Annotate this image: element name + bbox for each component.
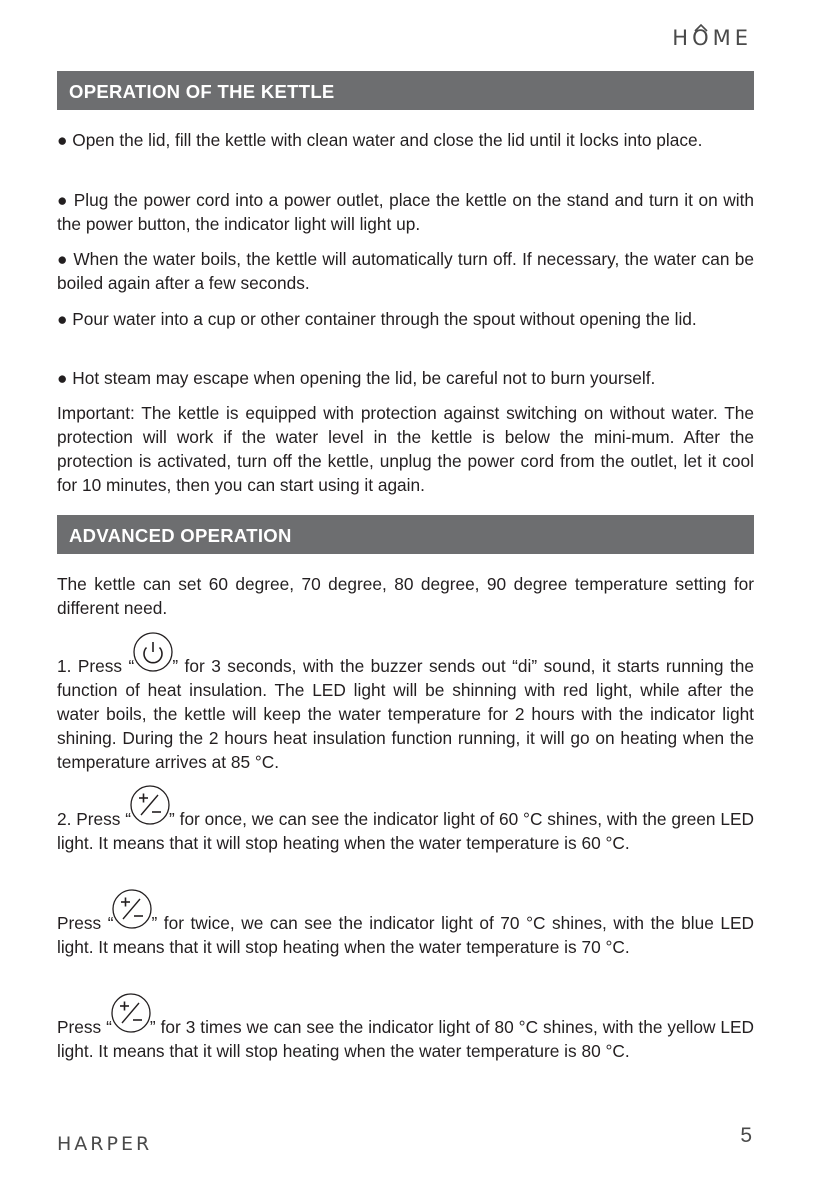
step-text: ” for twice, we can see the indicator light of 70 °C shines, with the blue LED light. It means that it will stop heating when the water temperature is 70 °C.	[57, 913, 754, 957]
section-header-advanced: ADVANCED OPERATION	[57, 515, 754, 554]
bullet-plug-cord: ● Plug the power cord into a power outlet, place the kettle on the stand and turn it on with the power button, the indicator light will light up.	[57, 190, 754, 234]
plus-minus-icon	[112, 1013, 150, 1033]
bullet-text: When the water boils, the kettle will automatically turn off. If necessary, the water can be boiled again after a few seconds.	[57, 249, 754, 293]
home-logo: HO ME	[672, 26, 752, 50]
plus-minus-icon	[113, 909, 151, 929]
page-number: 5	[740, 1124, 752, 1147]
step-1	[57, 652, 754, 774]
important-note: Important: The kettle is equipped with protection against switching on without water. The protection will work if the water level in the kettle is below the mini-mum. After the protection is activated, turn off the kettle, unplug the power cord from the outlet, let it cool for 10 minutes, then you can start using it again.	[57, 403, 754, 495]
plus-minus-icon	[131, 805, 169, 825]
step-text: ” for 3 seconds, with the buzzer sends out “di” sound, it starts running the function of heat insulation. The LED light will be shinning with red light, while after the water boils, the kettle will keep the water temperature for 2 hours with the indicator light shining. During the 2 hours heat insulation function running, it will go on heating when the temperature arrives at 85 °C.	[57, 656, 754, 772]
advanced-intro: The kettle can set 60 degree, 70 degree, 80 degree, 90 degree temperature setting for different need.	[57, 574, 754, 618]
bullet-text: Hot steam may escape when opening the lid, be careful not to burn yourself.	[72, 368, 656, 388]
power-icon	[134, 652, 172, 672]
bullet-text: Plug the power cord into a power outlet, place the kettle on the stand and turn it on with the power button, the indicator light will light up.	[57, 190, 754, 234]
bullet-auto-off: ● When the water boils, the kettle will automatically turn off. If necessary, the water can be boiled again after a few seconds.	[57, 249, 754, 293]
bullet-text: Pour water into a cup or other container through the spout without opening the lid.	[72, 309, 697, 329]
harper-logo: HARPER	[57, 1133, 153, 1155]
step-3	[57, 909, 754, 959]
step-4	[57, 1013, 754, 1063]
step-text: ” for 3 times we can see the indicator light of 80 °C shines, with the yellow LED light. It means that it will stop heating when the water temperature is 80 °C.	[57, 1017, 754, 1061]
step-prefix: 1. Press “	[57, 656, 135, 676]
step-prefix: Press “	[57, 913, 114, 933]
section-header-operation: OPERATION OF THE KETTLE	[57, 71, 754, 110]
step-2	[57, 805, 754, 855]
step-text: ” for once, we can see the indicator light of 60 °C shines, with the green LED light. It means that it will stop heating when the water temperature is 60 °C.	[57, 809, 754, 853]
step-prefix: Press “	[57, 1017, 112, 1037]
step-prefix: 2. Press “	[57, 809, 132, 829]
bullet-pour-water: ● Pour water into a cup or other container through the spout without opening the lid.	[57, 309, 697, 329]
bullet-text: Open the lid, fill the kettle with clean water and close the lid until it locks into place.	[72, 130, 703, 150]
bullet-open-lid: ● Open the lid, fill the kettle with clean water and close the lid until it locks into place.	[57, 130, 703, 150]
bullet-hot-steam: ● Hot steam may escape when opening the lid, be careful not to burn yourself.	[57, 368, 656, 388]
